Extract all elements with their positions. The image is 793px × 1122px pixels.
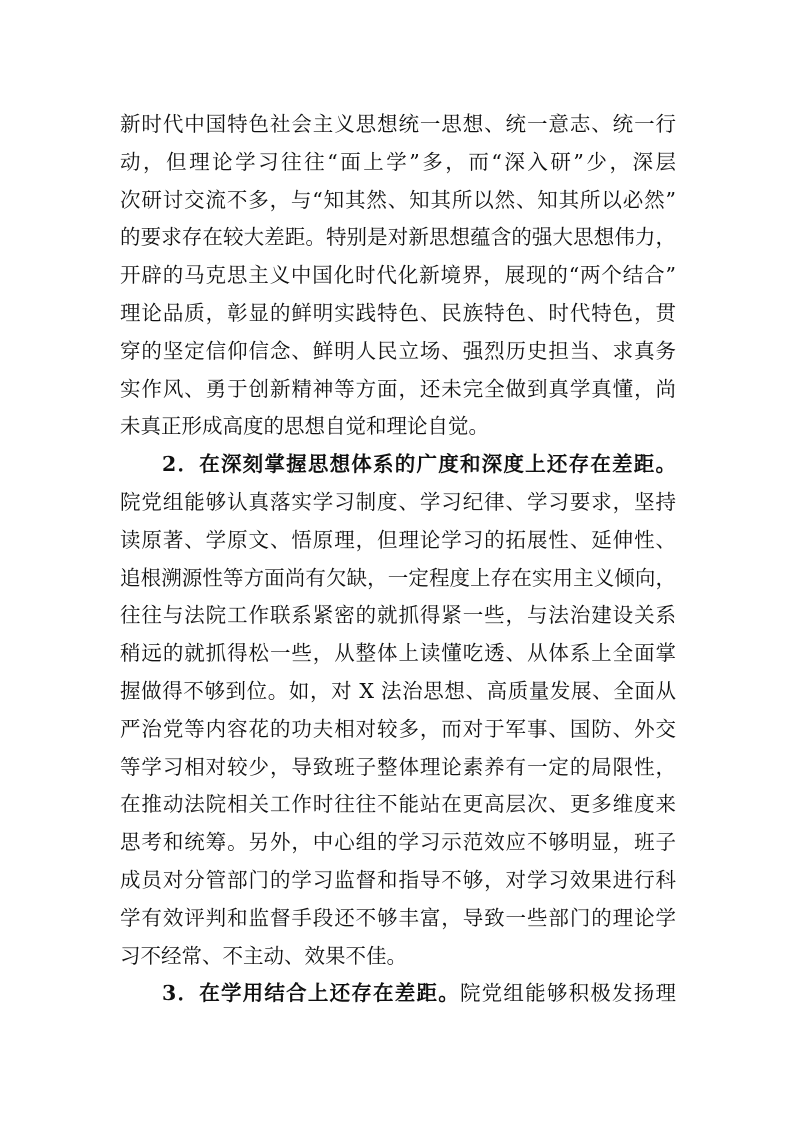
text-line: 追根溯源性等方面尚有欠缺，一定程度上存在实用主义倾向，: [120, 565, 676, 590]
paragraph-3: [120, 975, 676, 1013]
paragraph-text: 院党组能够积极发扬理: [459, 981, 677, 1006]
text-line: 的要求存在较大差距。特别是对新思想蕴含的强大思想伟力，: [120, 225, 676, 250]
text-line: 未真正形成高度的思想自觉和理论自觉。: [120, 414, 489, 439]
text-line: 院党组能够认真落实学习制度、学习纪律、学习要求，坚持: [120, 489, 676, 514]
text-line: 实作风、勇于创新精神等方面，还未完全做到真学真懂，尚: [120, 376, 676, 401]
text-line: 思考和统筹。另外，中心组的学习示范效应不够明显，班子: [120, 830, 676, 855]
paragraph-2: [120, 446, 676, 975]
text-line: 严治党等内容花的功夫相对较多，而对于军事、国防、外交: [120, 716, 676, 741]
text-line: 稍远的就抓得松一些，从整体上读懂吃透、从体系上全面掌: [120, 641, 676, 666]
text-line: 读原著、学原文、悟原理，但理论学习的拓展性、延伸性、: [120, 527, 676, 552]
paragraph-1: [120, 106, 676, 446]
body-text: [120, 106, 676, 1013]
text-line: 成员对分管部门的学习监督和指导不够，对学习效果进行科: [120, 867, 676, 892]
text-line: 习不经常、不主动、效果不佳。: [120, 943, 407, 968]
text-line: 在推动法院相关工作时往往不能站在更高层次、更多维度来: [120, 792, 676, 817]
text-line: 握做得不够到位。如，对 X 法治思想、高质量发展、全面从: [120, 678, 676, 703]
text-line: 开辟的马克思主义中国化时代化新境界，展现的“两个结合”: [120, 263, 676, 288]
text-line: 理论品质，彰显的鲜明实践特色、民族特色、时代特色，贯: [120, 300, 676, 325]
section-heading-2: 2．在深刻掌握思想体系的广度和深度上还存在差距。: [162, 452, 676, 477]
text-line: 往往与法院工作联系紧密的就抓得紧一些，与法治建设关系: [120, 603, 676, 628]
text-line: 次研讨交流不多，与“知其然、知其所以然、知其所以必然”: [120, 187, 676, 212]
text-line: 穿的坚定信仰信念、鲜明人民立场、强烈历史担当、求真务: [120, 338, 676, 363]
text-line: 等学习相对较少，导致班子整体理论素养有一定的局限性，: [120, 754, 676, 779]
text-line: 新时代中国特色社会主义思想统一思想、统一意志、统一行: [120, 112, 676, 136]
text-line: 动，但理论学习往往“面上学”多，而“深入研”少，深层: [120, 149, 676, 174]
section-heading-3: 3．在学用结合上还存在差距。: [162, 981, 460, 1006]
text-line: [120, 975, 676, 1013]
text-line: 学有效评判和监督手段还不够丰富，导致一些部门的理论学: [120, 905, 676, 930]
